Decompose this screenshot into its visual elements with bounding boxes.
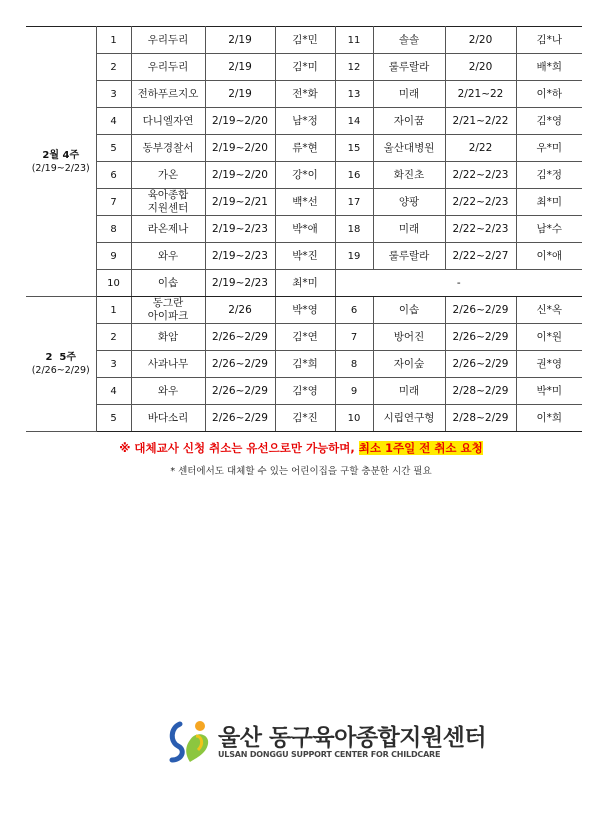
- week-title: 2월 4주: [42, 149, 80, 161]
- table-row: [26, 27, 582, 54]
- teacher-name: 박*애: [275, 216, 335, 243]
- table-row: [26, 270, 582, 297]
- teacher-name: 김*정: [516, 162, 582, 189]
- row-number: 8: [335, 351, 373, 378]
- row-number: 12: [335, 54, 373, 81]
- schedule-date: 2/22~2/23: [445, 162, 516, 189]
- schedule-date: 2/19~2/21: [205, 189, 275, 216]
- daycare-name: 가온: [131, 162, 205, 189]
- teacher-name: 남*정: [275, 108, 335, 135]
- daycare-name: 미래: [373, 81, 445, 108]
- teacher-name: 김*진: [275, 405, 335, 432]
- daycare-name: 전하푸르지오: [131, 81, 205, 108]
- row-number: 7: [335, 324, 373, 351]
- daycare-name: 육아종합 지원센터: [131, 189, 205, 216]
- row-number: 2: [96, 54, 131, 81]
- daycare-name: 라온제나: [131, 216, 205, 243]
- daycare-name: 울산대병원: [373, 135, 445, 162]
- teacher-name: 김*영: [516, 108, 582, 135]
- row-number: 1: [96, 27, 131, 54]
- daycare-name: 동그란 아이파크: [131, 297, 205, 324]
- schedule-date: 2/22: [445, 135, 516, 162]
- daycare-name: 양팡: [373, 189, 445, 216]
- teacher-name: 백*선: [275, 189, 335, 216]
- teacher-name: 김*민: [275, 27, 335, 54]
- table-row: [26, 351, 582, 378]
- daycare-name: 화암: [131, 324, 205, 351]
- teacher-name: 김*연: [275, 324, 335, 351]
- schedule-date: 2/26~2/29: [205, 405, 275, 432]
- teacher-name: 신*옥: [516, 297, 582, 324]
- notice-highlight: 최소 1주일 전 취소 요청: [358, 441, 483, 455]
- row-number: 9: [335, 378, 373, 405]
- daycare-name: 미래: [373, 216, 445, 243]
- daycare-name: 이솝: [373, 297, 445, 324]
- row-number: 3: [96, 81, 131, 108]
- row-number: 18: [335, 216, 373, 243]
- schedule-date: 2/22~2/23: [445, 189, 516, 216]
- row-number: 15: [335, 135, 373, 162]
- schedule-date: 2/19~2/23: [205, 216, 275, 243]
- daycare-name: 바다소리: [131, 405, 205, 432]
- teacher-name: 이*원: [516, 324, 582, 351]
- schedule-date: 2/21~22: [445, 81, 516, 108]
- teacher-name: 강*이: [275, 162, 335, 189]
- daycare-name: 자이숲: [373, 351, 445, 378]
- table-row: [26, 216, 582, 243]
- row-number: 6: [96, 162, 131, 189]
- teacher-name: 김*나: [516, 27, 582, 54]
- schedule-date: 2/19: [205, 54, 275, 81]
- schedule-date: 2/26~2/29: [445, 351, 516, 378]
- daycare-name: 와우: [131, 243, 205, 270]
- table-row: [26, 81, 582, 108]
- teacher-name: 전*화: [275, 81, 335, 108]
- daycare-name: 룰루랄라: [373, 54, 445, 81]
- daycare-name: 우리두리: [131, 27, 205, 54]
- logo-english-name: ULSAN DONGGU SUPPORT CENTER FOR CHILDCARE: [218, 750, 441, 759]
- week-label: [26, 297, 96, 432]
- row-number: 10: [96, 270, 131, 297]
- teacher-name: 이*하: [516, 81, 582, 108]
- table-row: [26, 405, 582, 432]
- schedule-date: 2/26~2/29: [445, 297, 516, 324]
- cancellation-notice: [0, 440, 602, 456]
- row-number: 10: [335, 405, 373, 432]
- teacher-name: 류*현: [275, 135, 335, 162]
- row-number: 19: [335, 243, 373, 270]
- row-number: 4: [96, 378, 131, 405]
- daycare-name: 방어진: [373, 324, 445, 351]
- table-row: [26, 297, 582, 324]
- row-number: 2: [96, 324, 131, 351]
- row-number: 11: [335, 27, 373, 54]
- daycare-name: 사과나무: [131, 351, 205, 378]
- table-row: [26, 243, 582, 270]
- daycare-name: 솔솔: [373, 27, 445, 54]
- daycare-name: 다니엘자연: [131, 108, 205, 135]
- teacher-name: 이*희: [516, 405, 582, 432]
- daycare-name: 룰루랄라: [373, 243, 445, 270]
- row-number: 9: [96, 243, 131, 270]
- week-title: 2 5주: [45, 352, 77, 363]
- row-number: 8: [96, 216, 131, 243]
- schedule-date: 2/26~2/29: [205, 351, 275, 378]
- daycare-name: 자이꿈: [373, 108, 445, 135]
- row-number: 5: [96, 405, 131, 432]
- schedule-date: 2/19~2/23: [205, 270, 275, 297]
- table-row: [26, 378, 582, 405]
- schedule-date: 2/26: [205, 297, 275, 324]
- schedule-date: 2/19: [205, 27, 275, 54]
- teacher-name: 권*영: [516, 351, 582, 378]
- schedule-date: 2/26~2/29: [205, 324, 275, 351]
- logo-mark-icon: [166, 718, 214, 766]
- teacher-name: 배*희: [516, 54, 582, 81]
- schedule-date: 2/26~2/29: [445, 324, 516, 351]
- center-logo: [166, 716, 487, 768]
- schedule-date: 2/20: [445, 54, 516, 81]
- row-number: 3: [96, 351, 131, 378]
- schedule-date: 2/22~2/27: [445, 243, 516, 270]
- daycare-name: 우리두리: [131, 54, 205, 81]
- teacher-name: 최*미: [275, 270, 335, 297]
- row-number: 6: [335, 297, 373, 324]
- row-number: 4: [96, 108, 131, 135]
- teacher-name: 김*희: [275, 351, 335, 378]
- schedule-date: 2/19~2/20: [205, 108, 275, 135]
- sub-note: * 센터에서도 대체할 수 있는 어린이집을 구할 충분한 시간 필요: [170, 466, 432, 477]
- teacher-name: 남*수: [516, 216, 582, 243]
- row-number: 1: [96, 297, 131, 324]
- schedule-date: 2/19~2/20: [205, 135, 275, 162]
- daycare-name: 와우: [131, 378, 205, 405]
- daycare-name: 이솝: [131, 270, 205, 297]
- table-row: [26, 189, 582, 216]
- week-range: (2/19~2/23): [31, 162, 90, 174]
- table-row: [26, 54, 582, 81]
- row-number: 16: [335, 162, 373, 189]
- empty-cell: -: [335, 270, 582, 297]
- logo-korean-name: 울산 동구육아종합지원센터: [218, 725, 487, 751]
- daycare-name: 시립연구형: [373, 405, 445, 432]
- schedule-date: 2/21~2/22: [445, 108, 516, 135]
- row-number: 13: [335, 81, 373, 108]
- daycare-name: 화진초: [373, 162, 445, 189]
- table-row: [26, 135, 582, 162]
- teacher-name: 이*애: [516, 243, 582, 270]
- schedule-date: 2/22~2/23: [445, 216, 516, 243]
- schedule-date: 2/20: [445, 27, 516, 54]
- schedule-date: 2/19: [205, 81, 275, 108]
- teacher-name: 김*영: [275, 378, 335, 405]
- schedule-table: [26, 26, 582, 432]
- teacher-name: 박*영: [275, 297, 335, 324]
- schedule-date: 2/26~2/29: [205, 378, 275, 405]
- row-number: 14: [335, 108, 373, 135]
- schedule-date: 2/19~2/23: [205, 243, 275, 270]
- teacher-name: 박*진: [275, 243, 335, 270]
- row-number: 7: [96, 189, 131, 216]
- teacher-name: 김*미: [275, 54, 335, 81]
- table-row: [26, 108, 582, 135]
- table-row: [26, 324, 582, 351]
- daycare-name: 미래: [373, 378, 445, 405]
- table-row: [26, 162, 582, 189]
- teacher-name: 박*미: [516, 378, 582, 405]
- schedule-date: 2/28~2/29: [445, 378, 516, 405]
- row-number: 17: [335, 189, 373, 216]
- teacher-name: 최*미: [516, 189, 582, 216]
- schedule-date: 2/28~2/29: [445, 405, 516, 432]
- teacher-name: 우*미: [516, 135, 582, 162]
- schedule-date: 2/19~2/20: [205, 162, 275, 189]
- week-range: (2/26~2/29): [31, 365, 90, 376]
- week-label: [26, 27, 96, 297]
- daycare-name: 동부경찰서: [131, 135, 205, 162]
- notice-prefix: ※ 대체교사 신청 취소는 유선으로만 가능하며,: [119, 441, 359, 455]
- row-number: 5: [96, 135, 131, 162]
